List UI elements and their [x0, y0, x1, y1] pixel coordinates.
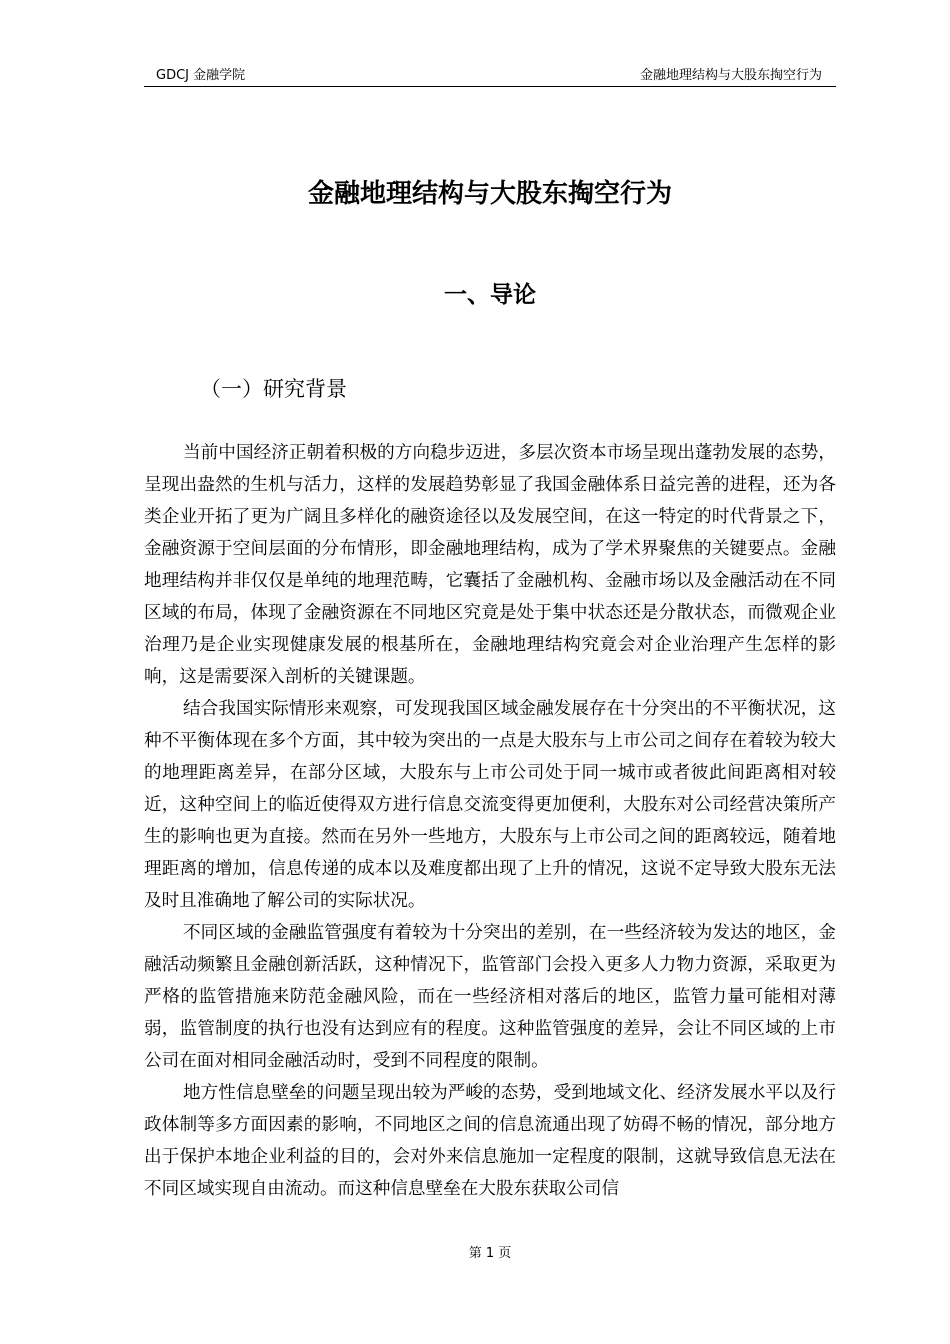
section-heading: 一、导论 [444, 282, 536, 308]
subsection-heading: （一）研究背景 [200, 377, 347, 401]
header-left-text: GDCJ 金融学院 [156, 68, 246, 83]
document-title: 金融地理结构与大股东掏空行为 [307, 179, 672, 209]
header-right-text: 金融地理结构与大股东掏空行为 [639, 68, 822, 83]
page-header [144, 66, 836, 87]
paragraph: 结合我国实际情形来观察，可发现我国区域金融发展存在十分突出的不平衡状况，这种不平衡体现在多个方面，其中较为突出的一点是大股东与上市公司之间存在着较为较大的地理距离差异，在部分区域，大股东与上市公司处于同一城市或者彼此间距离相对较近，这种空间上的临近使得双方进行信息交流变得更加便利，大股东对公司经营决策所产生的影响也更为直接。然而在另外一些地方，大股东与上市公司之间的距离较远，随着地理距离的增加，信息传递的成本以及难度都出现了上升的情况，这说不定导致大股东无法及时且准确地了解公司的实际状况。 [144, 699, 836, 911]
paragraph: 地方性信息壁垒的问题呈现出较为严峻的态势，受到地域文化、经济发展水平以及行政体制等多方面因素的影响，不同地区之间的信息流通出现了妨碍不畅的情况，部分地方出于保护本地企业利益的目的，会对外来信息施加一定程度的限制，这就导致信息无法在不同区域实现自由流动。而这种信息壁垒在大股东获取公司信 [144, 1083, 836, 1199]
page-number: 第 1 页 [468, 1246, 512, 1261]
paragraph: 不同区域的金融监管强度有着较为十分突出的差别，在一些经济较为发达的地区，金融活动频繁且金融创新活跃，这种情况下，监管部门会投入更多人力物力资源，采取更为严格的监管措施来防范金融风险，而在一些经济相对落后的地区，监管力量可能相对薄弱，监管制度的执行也没有达到应有的程度。这种监管强度的差异，会让不同区域的上市公司在面对相同金融活动时，受到不同程度的限制。 [144, 923, 836, 1071]
paragraph: 当前中国经济正朝着积极的方向稳步迈进，多层次资本市场呈现出蓬勃发展的态势，呈现出盎然的生机与活力，这样的发展趋势彰显了我国金融体系日益完善的进程，还为各类企业开拓了更为广阔且多样化的融资途径以及发展空间，在这一特定的时代背景之下，金融资源于空间层面的分布情形，即金融地理结构，成为了学术界聚焦的关键要点。金融地理结构并非仅仅是单纯的地理范畴，它囊括了金融机构、金融市场以及金融活动在不同区域的布局，体现了金融资源在不同地区究竟是处于集中状态还是分散状态，而微观企业治理乃是企业实现健康发展的根基所在，金融地理结构究竟会对企业治理产生怎样的影响，这是需要深入剖析的关键课题。 [144, 443, 836, 687]
body-text [144, 437, 836, 1205]
